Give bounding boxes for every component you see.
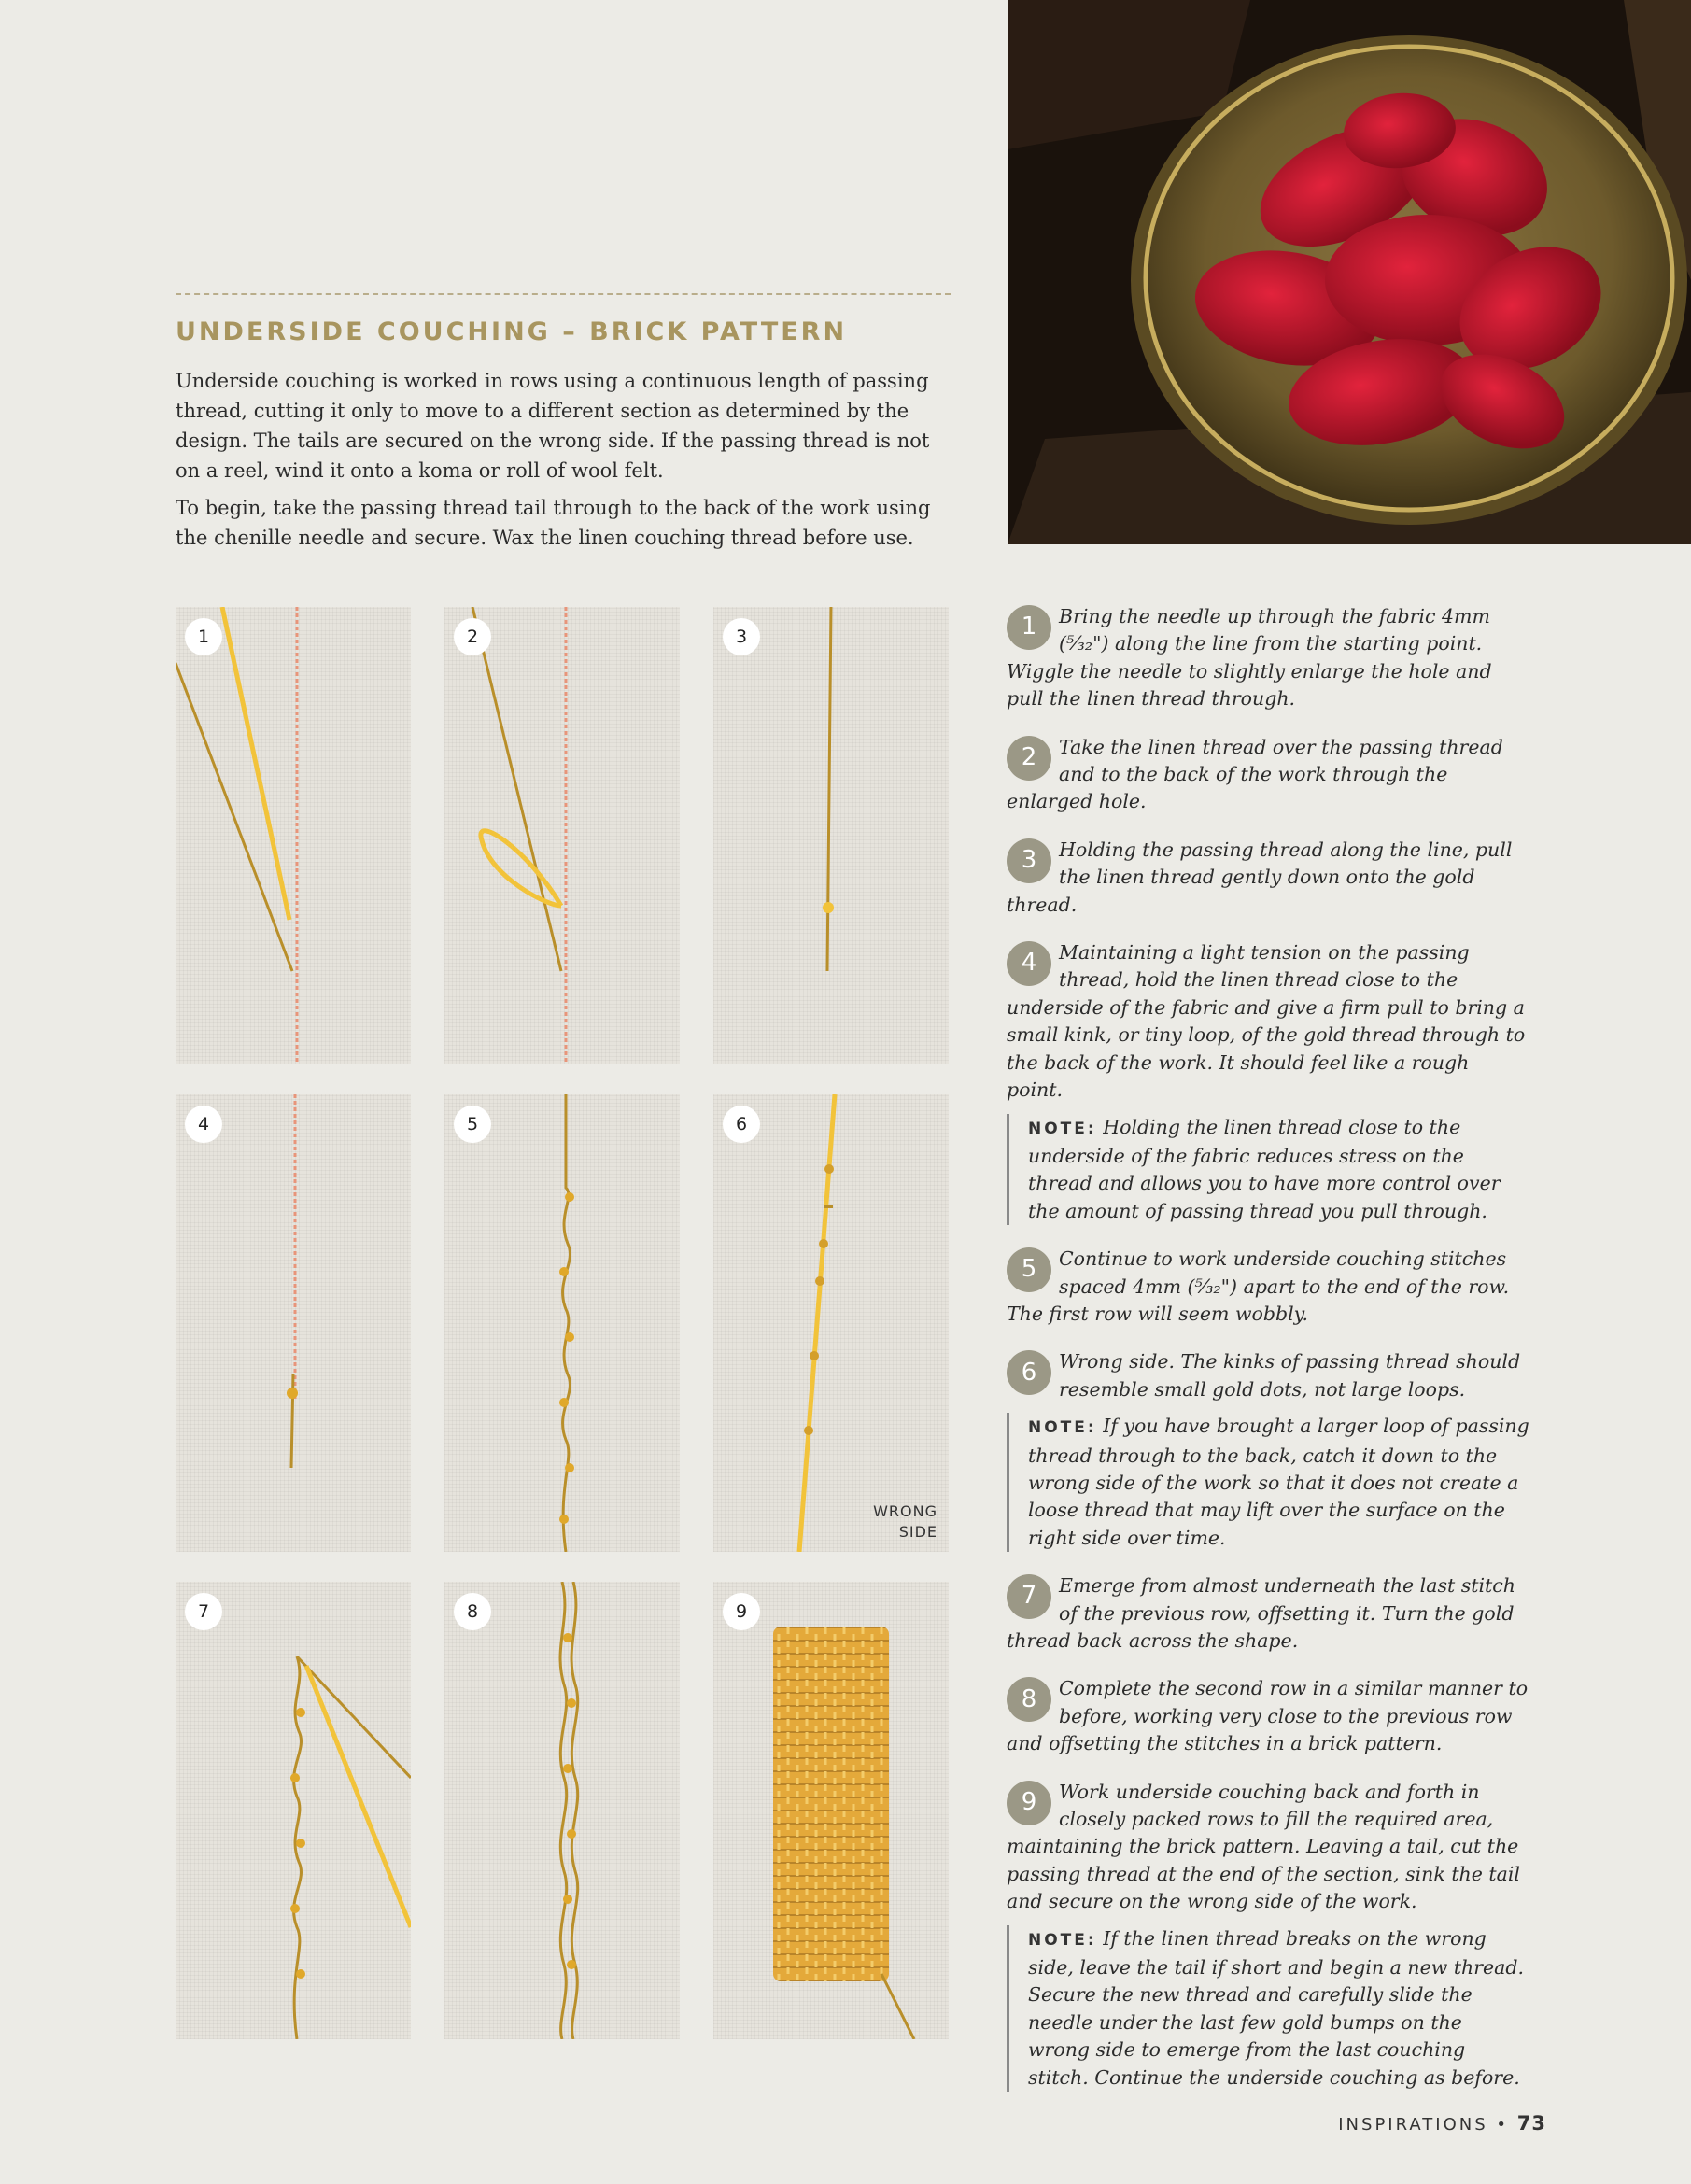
step-text: Work underside couching back and forth in closely packed rows to fill the required area, maintaining the brick pattern. Leaving a tail, cut the passing thread at the end of the section, sink the tail and secure on the wrong side of the work.: [1007, 1780, 1520, 1913]
step-5: [1007, 1246, 1529, 1328]
note-label: NOTE:: [1028, 1418, 1097, 1438]
footer-separator: •: [1496, 2115, 1510, 2135]
step-photo-6: [713, 1094, 949, 1552]
step-7: [1007, 1572, 1529, 1655]
wrong-side-caption: WRONG SIDE: [873, 1502, 937, 1541]
step-photo-4: [176, 1094, 411, 1552]
step-number-badge: 3: [1007, 838, 1051, 883]
intro-paragraph: To begin, take the passing thread tail through to the back of the work using the chenille needle and secure. Wax the linen couching thread before use.: [176, 497, 931, 549]
footer-section-name: INSPIRATIONS: [1338, 2115, 1488, 2135]
step-3: [1007, 837, 1529, 919]
section-title: UNDERSIDE COUCHING – BRICK PATTERN: [176, 317, 848, 346]
step-2: [1007, 734, 1529, 816]
photo-number-badge: 4: [185, 1106, 222, 1143]
photo-number-badge: 3: [723, 618, 760, 655]
note-text: If the linen thread breaks on the wrong side, leave the tail if short and begin a new thread. Secure the new thread and carefully slide the needle under the last few gold bumps on the wrong side to emerge from the last couching stitch. Continue the underside couching as before.: [1028, 1926, 1525, 2089]
photo-number-badge: 6: [723, 1106, 760, 1143]
step-number-badge: 9: [1007, 1781, 1051, 1825]
rose-petal-bowl-photo: [1008, 0, 1691, 544]
step-text: Complete the second row in a similar manner to before, working very close to the previous row and offsetting the stitches in a brick pattern.: [1007, 1677, 1529, 1755]
step-photo-5: [444, 1094, 680, 1552]
note-label: NOTE:: [1028, 1119, 1097, 1138]
photo-number-badge: 7: [185, 1593, 222, 1630]
step-photo-8: [444, 1582, 680, 2039]
step-number-badge: 1: [1007, 605, 1051, 650]
note-box: [1007, 1925, 1529, 2092]
note-box: [1007, 1114, 1529, 1226]
step-text: Take the linen thread over the passing thread and to the back of the work through the enlarged hole.: [1007, 735, 1503, 813]
step-text: Continue to work underside couching stitches spaced 4mm (⁵⁄₃₂") apart to the end of the row. The first row will seem wobbly.: [1007, 1247, 1510, 1325]
step-8: [1007, 1675, 1529, 1757]
photo-number-badge: 2: [454, 618, 491, 655]
step-number-badge: 7: [1007, 1574, 1051, 1619]
section-divider: [176, 293, 951, 295]
step-number-badge: 5: [1007, 1247, 1051, 1292]
note-box: [1007, 1413, 1529, 1552]
step-text: Emerge from almost underneath the last stitch of the previous row, offsetting it. Turn the gold thread back across the shape.: [1007, 1574, 1515, 1652]
step-text: Holding the passing thread along the line, pull the linen thread gently down onto the gold thread.: [1007, 838, 1513, 916]
page-footer: [1338, 2112, 1546, 2135]
step-text: Bring the needle up through the fabric 4mm (⁵⁄₃₂") along the line from the starting point. Wiggle the needle to slightly enlarge the hole and pull the linen thread through.: [1007, 605, 1492, 711]
photo-number-badge: 9: [723, 1593, 760, 1630]
note-text: Holding the linen thread close to the underside of the fabric reduces stress on the thread and allows you to have more control over the amount of passing thread you pull through.: [1028, 1115, 1501, 1222]
step-number-badge: 2: [1007, 736, 1051, 781]
step-6: [1007, 1348, 1529, 1403]
step-text: Maintaining a light tension on the passing thread, hold the linen thread close to the underside of the fabric and give a firm pull to bring a small kink, or tiny loop, of the gold thread through to the back of the work. It should feel like a rough point.: [1007, 941, 1526, 1102]
step-number-badge: 6: [1007, 1350, 1051, 1395]
photo-number-badge: 1: [185, 618, 222, 655]
step-photo-grid: [176, 607, 949, 2038]
intro-paragraph: Underside couching is worked in rows using a continuous length of passing thread, cutting it only to move to a different section as determined by the design. The tails are secured on the wrong side. If the passing thread is not on a reel, wind it onto a koma or roll of wool felt.: [176, 370, 930, 482]
intro-text: [176, 366, 960, 560]
step-photo-9: [713, 1582, 949, 2039]
photo-number-badge: 8: [454, 1593, 491, 1630]
step-9: [1007, 1779, 1529, 1916]
page-number: 73: [1516, 2112, 1546, 2135]
step-number-badge: 8: [1007, 1677, 1051, 1722]
step-1: [1007, 603, 1529, 713]
note-label: NOTE:: [1028, 1930, 1097, 1950]
step-photo-7: [176, 1582, 411, 2039]
steps-list: [1007, 603, 1529, 2092]
photo-number-badge: 5: [454, 1106, 491, 1143]
step-4: [1007, 939, 1529, 1104]
step-photo-2: [444, 607, 680, 1064]
step-text: Wrong side. The kinks of passing thread should resemble small gold dots, not large loops.: [1059, 1350, 1521, 1401]
step-photo-1: [176, 607, 411, 1064]
step-photo-3: [713, 607, 949, 1064]
note-text: If you have brought a larger loop of passing thread through to the back, catch it down to the wrong side of the work so that it does not create a loose thread that may lift over the surface on the right side over time.: [1028, 1415, 1529, 1549]
step-number-badge: 4: [1007, 941, 1051, 986]
